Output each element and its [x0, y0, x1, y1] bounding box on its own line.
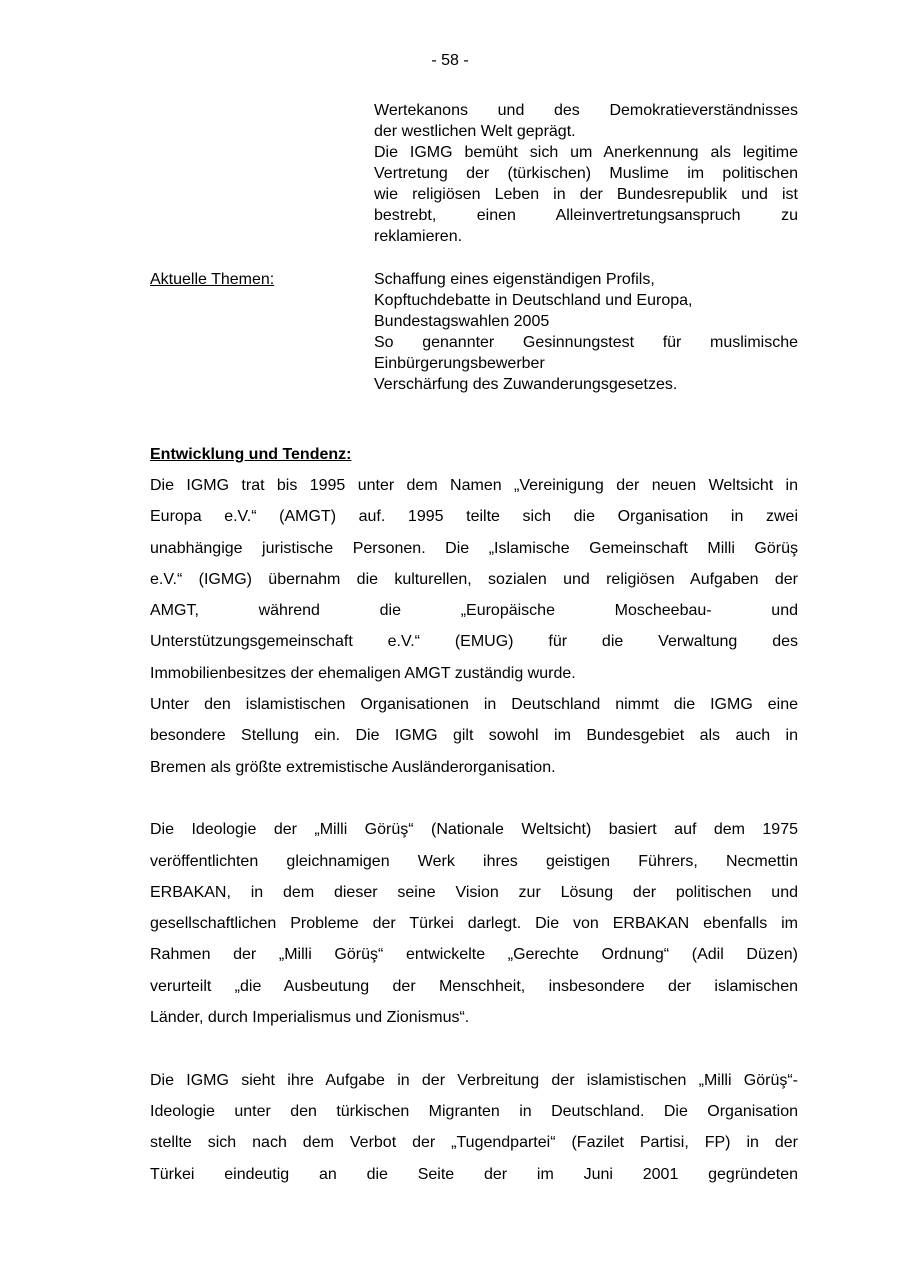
text-line: Rahmen der „Milli Görüş“ entwickelte „Gerechte Ordnung“ (Adil Düzen) [150, 946, 798, 964]
text-line: verurteilt „die Ausbeutung der Menschheit, insbesondere der islamischen [150, 977, 798, 995]
paragraph [374, 332, 798, 374]
aktuelle-themen-label [150, 269, 374, 395]
paragraph [374, 311, 798, 332]
text-line: Die Ideologie der „Milli Görüş“ (Nationale Weltsicht) basiert auf dem 1975 [150, 821, 798, 839]
paragraph [150, 689, 798, 783]
aktuelle-themen-content [374, 269, 798, 395]
paragraph [374, 100, 798, 142]
text-line: Die IGMG trat bis 1995 unter dem Namen „Vereinigung der neuen Weltsicht in [150, 477, 798, 494]
paragraph [374, 290, 798, 311]
text-line: Unter den islamistischen Organisationen in Deutschland nimmt die IGMG eine [150, 696, 798, 714]
paragraph [374, 142, 798, 247]
text-line: reklamieren. [374, 228, 463, 245]
page-number: - 58 - [431, 52, 469, 69]
text-line: der westlichen Welt geprägt. [374, 123, 576, 140]
page-content [0, 70, 900, 1190]
aktuelle-themen-label-text: Aktuelle Themen: [150, 271, 275, 288]
text-line: Die IGMG sieht ihre Aufgabe in der Verbreitung der islamistischen „Milli Görüş“- [150, 1071, 798, 1089]
text-line: besondere Stellung ein. Die IGMG gilt sowohl im Bundesgebiet als auch in [150, 727, 798, 745]
text-line: Wertekanons und des Demokratieverständnisses [374, 102, 798, 119]
text-line: Immobilienbesitzes der ehemaligen AMGT zuständig wurde. [150, 664, 576, 682]
indented-continuation-block [374, 100, 798, 247]
text-line: veröffentlichten gleichnamigen Werk ihres geistigen Führers, Necmettin [150, 852, 798, 870]
text-line: bestrebt, einen Alleinvertretungsanspruch zu [374, 207, 798, 224]
section-heading [150, 439, 798, 470]
text-line: Ideologie unter den türkischen Migranten in Deutschland. Die Organisation [150, 1102, 798, 1120]
paragraph [150, 470, 798, 689]
text-line: Die IGMG bemüht sich um Anerkennung als legitime [374, 144, 798, 161]
text-line: Einbürgerungsbewerber [374, 355, 545, 372]
text-line: Vertretung der (türkischen) Muslime im politischen [374, 165, 798, 182]
aktuelle-themen-row [150, 269, 798, 395]
text-line: Unterstützungsgemeinschaft e.V.“ (EMUG) für die Verwaltung des [150, 633, 798, 651]
text-line: ERBAKAN, in dem dieser seine Vision zur Lösung der politischen und [150, 883, 798, 901]
text-line: Türkei eindeutig an die Seite der im Juni 2001 gegründeten [150, 1165, 798, 1183]
text-line: Verschärfung des Zuwanderungsgesetzes. [374, 376, 678, 393]
text-line: gesellschaftlichen Probleme der Türkei darlegt. Die von ERBAKAN ebenfalls im [150, 915, 798, 933]
entwicklung-section [150, 439, 798, 1190]
paragraph [374, 374, 798, 395]
text-line: wie religiösen Leben in der Bundesrepublik und ist [374, 186, 798, 203]
section-heading-text: Entwicklung und Tendenz: [150, 446, 352, 463]
text-line: Bundestagswahlen 2005 [374, 313, 550, 330]
text-line: So genannter Gesinnungstest für muslimische [374, 334, 798, 351]
text-line: Kopftuchdebatte in Deutschland und Europa, [374, 292, 693, 309]
text-line: AMGT, während die „Europäische Moscheebau- und [150, 602, 798, 620]
text-line: Europa e.V.“ (AMGT) auf. 1995 teilte sich die Organisation in zwei [150, 508, 798, 526]
text-line: Schaffung eines eigenständigen Profils, [374, 271, 655, 288]
section-body [150, 470, 798, 1190]
paragraph [150, 814, 798, 1033]
text-line: Länder, durch Imperialismus und Zionismus“. [150, 1009, 470, 1027]
text-line: unabhängige juristische Personen. Die „Islamische Gemeinschaft Milli Görüş [150, 539, 798, 557]
paragraph [374, 269, 798, 290]
text-line: stellte sich nach dem Verbot der „Tugendpartei“ (Fazilet Partisi, FP) in der [150, 1134, 798, 1152]
text-line: e.V.“ (IGMG) übernahm die kulturellen, sozialen und religiösen Aufgaben der [150, 570, 798, 588]
text-line: Bremen als größte extremistische Ausländerorganisation. [150, 758, 556, 776]
paragraph [150, 1065, 798, 1190]
